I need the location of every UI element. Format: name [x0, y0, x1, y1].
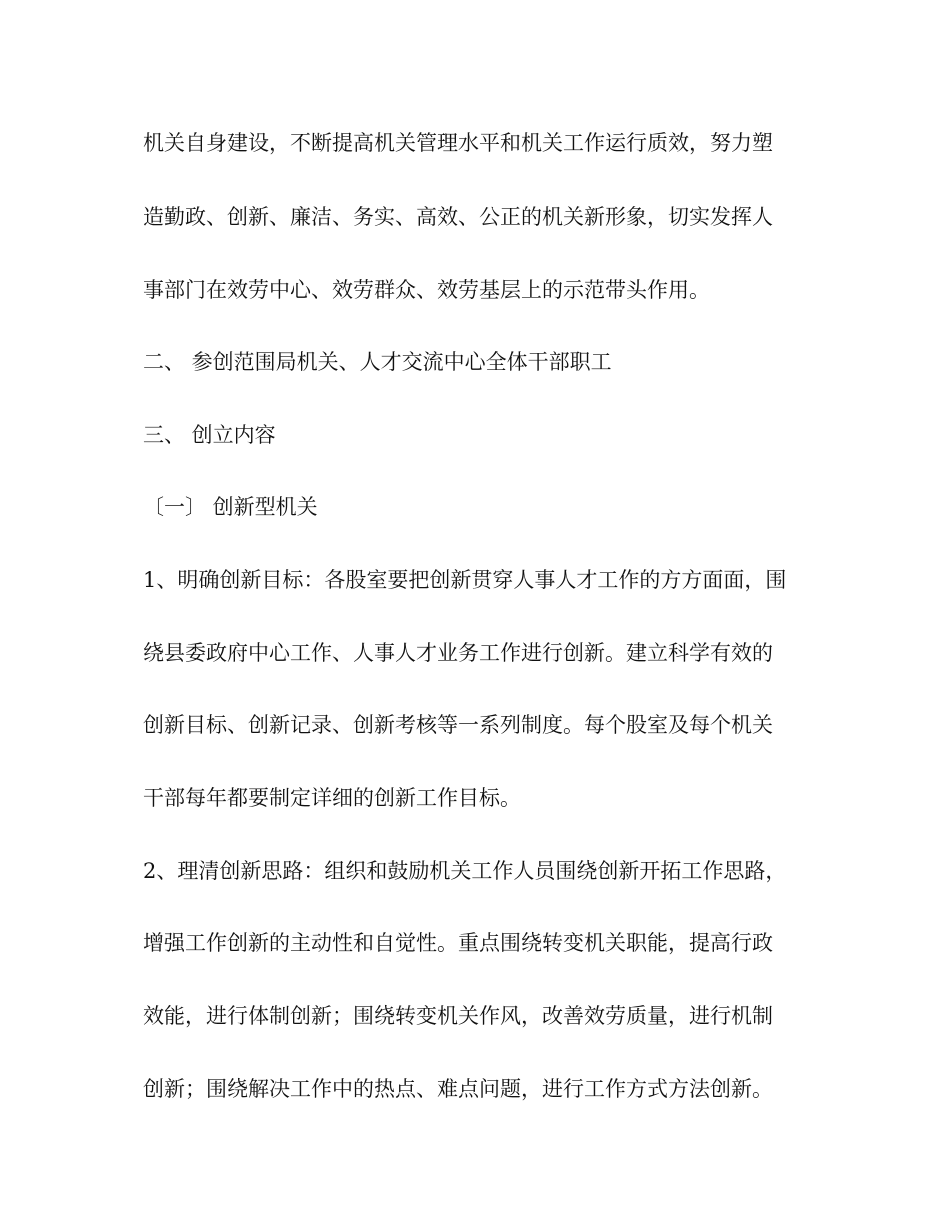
- paragraph-line: 造勤政、创新、廉洁、务实、高效、公正的机关新形象，切实发挥人: [143, 205, 773, 229]
- paragraph-line: 事部门在效劳中心、效劳群众、效劳基层上的示范带头作用。: [143, 278, 710, 302]
- paragraph-line: 2、理清创新思路：组织和鼓励机关工作人员围绕创新开拓工作思路，: [143, 859, 787, 883]
- paragraph-line: 绕县委政府中心工作、人事人才业务工作进行创新。建立科学有效的: [143, 641, 773, 665]
- paragraph-line: 增强工作创新的主动性和自觉性。重点围绕转变机关职能，提高行政: [143, 931, 773, 955]
- paragraph-line: 创新目标、创新记录、创新考核等一系列制度。每个股室及每个机关: [143, 713, 773, 737]
- section-heading: 三、 创立内容: [143, 423, 276, 447]
- subsection-heading: 〔一〕 创新型机关: [143, 495, 318, 519]
- paragraph-line: 1、明确创新目标：各股室要把创新贯穿人事人才工作的方方面面，围: [143, 568, 787, 592]
- paragraph-line: 干部每年都要制定详细的创新工作目标。: [143, 786, 521, 810]
- paragraph-line: 机关自身建设，不断提高机关管理水平和机关工作运行质效，努力塑: [143, 131, 773, 155]
- section-heading: 二、 参创范围局机关、人才交流中心全体干部职工: [143, 350, 612, 374]
- paragraph-line: 创新；围绕解决工作中的热点、难点问题，进行工作方式方法创新。: [143, 1077, 773, 1101]
- paragraph-line: 效能，进行体制创新；围绕转变机关作风，改善效劳质量，进行机制: [143, 1004, 773, 1028]
